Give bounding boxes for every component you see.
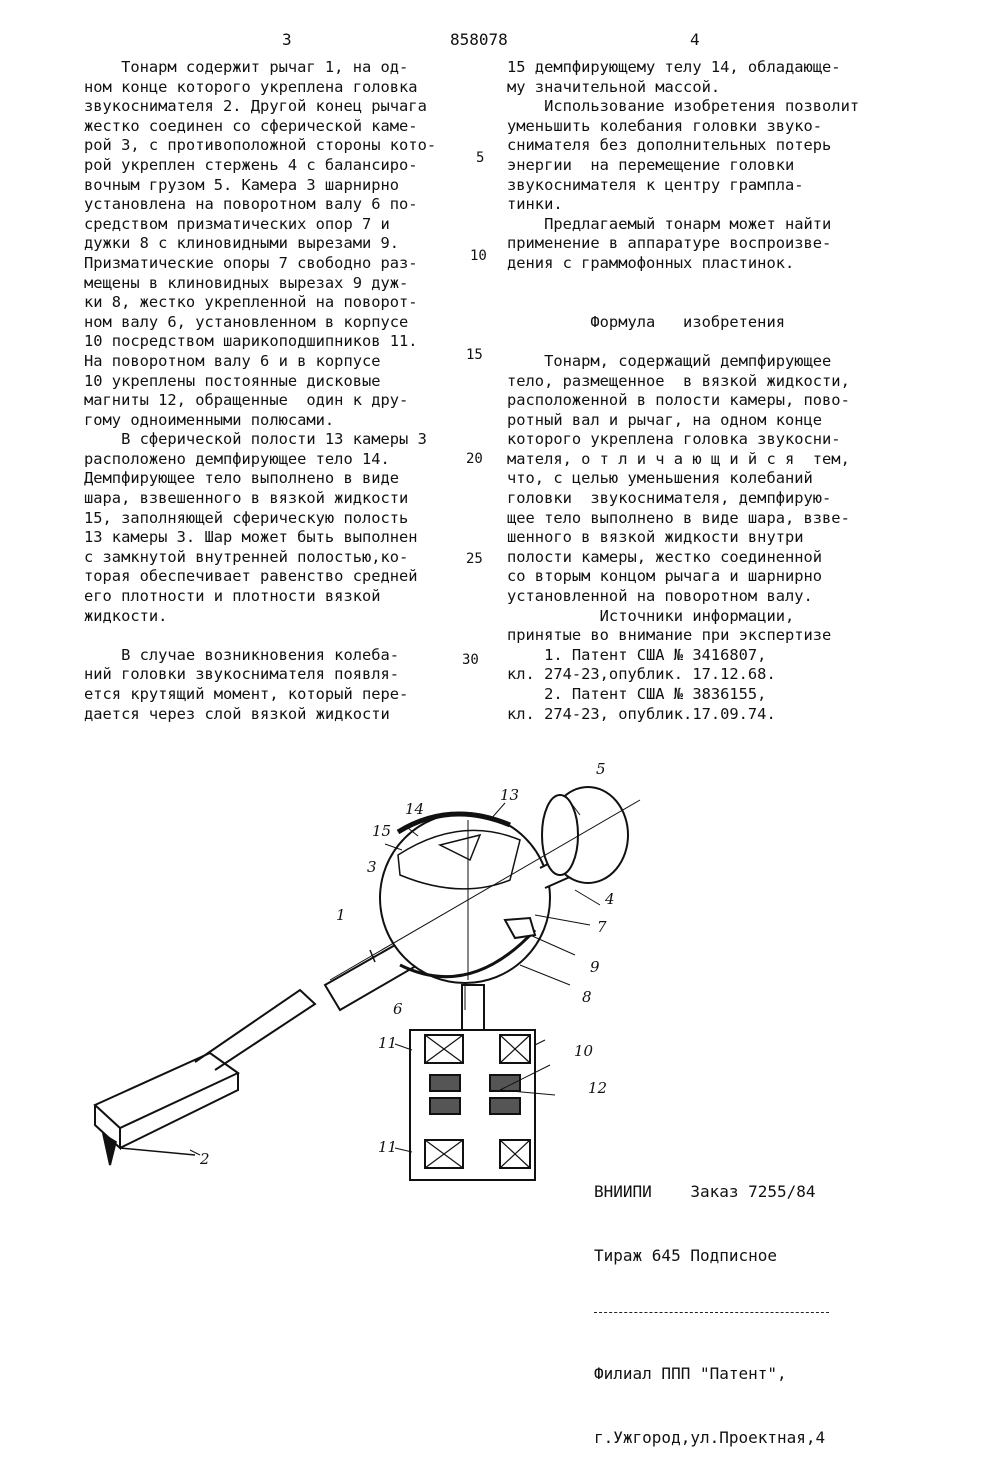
fig-label-1: 1 [336, 906, 346, 924]
text-line: Формула изобретения [507, 312, 785, 331]
line-number-5: 5 [476, 150, 485, 166]
text-line [507, 332, 859, 352]
fig-label-6: 6 [393, 1000, 403, 1018]
line-number-25: 25 [466, 551, 483, 567]
text-line: уменьшить колебания головки звуко- [507, 116, 823, 135]
text-line: расположено демпфирующее тело 14. [84, 449, 390, 468]
text-line: которого укреплена головка звукосни- [507, 430, 841, 449]
footer-branch-line: Филиал ППП "Патент", [594, 1364, 787, 1384]
text-line: расположенной в полости камеры, пово- [507, 391, 850, 410]
text-line: вочным грузом 5. Камера 3 шарнирно [84, 175, 400, 194]
fig-label-7: 7 [597, 918, 607, 936]
text-line: 10 посредством шарикоподшипников 11. [84, 332, 418, 351]
fig-label-4: 4 [605, 890, 615, 908]
line-number-10: 10 [470, 248, 487, 264]
line-number-20: 20 [466, 451, 483, 467]
text-line: В случае возникновения колеба- [84, 645, 400, 664]
text-line: дужки 8 с клиновидными вырезами 9. [84, 234, 400, 253]
text-line: ротный вал и рычаг, на одном конце [507, 410, 823, 429]
text-line: ки 8, жестко укрепленной на поворот- [84, 293, 418, 312]
text-line: ется крутящий момент, который пере- [84, 685, 409, 703]
text-line: шара, взвешенного в вязкой жидкости [84, 489, 409, 508]
text-line: 1. Патент США № 3416807, [507, 645, 767, 664]
text-line: рой укреплен стержень 4 с балансиро- [84, 155, 418, 174]
text-line: что, с целью уменьшения колебаний [507, 469, 813, 488]
fig-label-14: 14 [405, 800, 425, 818]
fig-label-5: 5 [596, 760, 606, 778]
page-number-right: 4 [690, 30, 700, 49]
publisher-footer [594, 1137, 829, 1468]
line-number-30: 30 [462, 652, 479, 668]
text-line: 15, заполняющей сферическую полость [84, 508, 409, 527]
text-line: му значительной массой. [507, 77, 721, 96]
text-line: установленной на поворотном валу. [507, 587, 813, 606]
text-line: Использование изобретения позволит [507, 97, 860, 116]
text-line: ном конце которого укреплена головка [84, 77, 418, 96]
text-line: головки звукоснимателя, демпфирую- [507, 489, 832, 508]
text-line: тело, размещенное в вязкой жидкости, [507, 371, 850, 390]
text-line: снимателя без дополнительных потерь [507, 136, 832, 155]
text-line: Тонарм, содержащий демпфирующее [507, 351, 832, 370]
text-line: тинки. [507, 195, 563, 214]
line-number-15: 15 [466, 347, 483, 363]
footer-order-line: ВНИИПИ Заказ 7255/84 [594, 1182, 816, 1201]
text-line: энергии на перемещение головки [507, 155, 795, 174]
text-line: Тонарм содержит рычаг 1, на од- [84, 58, 409, 76]
text-line: Демпфирующее тело выполнено в виде [84, 469, 400, 488]
text-line [84, 626, 436, 646]
text-line: рой 3, с противоположной стороны кото- [84, 136, 437, 155]
text-line: 15 демпфирующему телу 14, обладающе- [507, 58, 841, 76]
tonearm-figure [0, 760, 1000, 1190]
fig-label-3: 3 [367, 858, 377, 876]
text-line: жестко соединен со сферической каме- [84, 116, 418, 135]
text-line: звукоснимателя 2. Другой конец рычага [84, 97, 427, 116]
fig-label-12: 12 [588, 1079, 608, 1097]
text-line: кл. 274-23,опублик. 17.12.68. [507, 665, 776, 684]
text-line: На поворотном валу 6 и в корпусе [84, 351, 381, 370]
text-line: Предлагаемый тонарм может найти [507, 214, 832, 233]
text-line: 2. Патент США № 3836155, [507, 685, 767, 703]
text-line: полости камеры, жестко соединенной [507, 547, 823, 566]
text-line: гому одноименными полюсами. [84, 410, 335, 429]
right-text-column [507, 58, 859, 724]
text-line: мещены в клиновидных вырезах 9 дуж- [84, 273, 409, 292]
fig-label-15: 15 [372, 822, 392, 840]
text-line [507, 274, 859, 294]
text-line: с замкнутой внутренней полостью,ко- [84, 547, 409, 566]
text-line: 13 камеры 3. Шар может быть выполнен [84, 528, 418, 547]
text-line: магниты 12, обращенные один к дру- [84, 391, 409, 410]
text-line [507, 293, 859, 313]
page-number-left: 3 [282, 30, 292, 49]
text-line: применение в аппаратуре воспроизве- [507, 234, 832, 253]
text-line: средством призматических опор 7 и [84, 214, 390, 233]
fig-label-8: 8 [582, 988, 592, 1006]
fig-label-2: 2 [200, 1150, 210, 1168]
text-line: установлена на поворотном валу 6 по- [84, 195, 418, 214]
left-text-column [84, 58, 436, 724]
text-line: ном валу 6, установленном в корпусе [84, 312, 409, 331]
text-line: дается через слой вязкой жидкости [84, 704, 390, 723]
footer-circulation-line: Тираж 645 Подписное [594, 1245, 778, 1265]
footer-address-line: г.Ужгород,ул.Проектная,4 [594, 1427, 826, 1447]
text-line: щее тело выполнено в виде шара, взве- [507, 508, 850, 527]
text-line: 10 укреплены постоянные дисковые [84, 371, 381, 390]
fig-label-11b: 11 [378, 1138, 398, 1156]
text-line: ний головки звукоснимателя появля- [84, 665, 400, 684]
text-line: В сферической полости 13 камеры 3 [84, 430, 427, 449]
text-line: жидкости. [84, 606, 168, 625]
text-line: мателя, о т л и ч а ю щ и й с я тем, [507, 449, 850, 468]
fig-label-13: 13 [500, 786, 520, 804]
text-line: торая обеспечивает равенство средней [84, 567, 418, 586]
text-line: кл. 274-23, опублик.17.09.74. [507, 704, 776, 723]
text-line: его плотности и плотности вязкой [84, 587, 381, 606]
text-line: Призматические опоры 7 свободно раз- [84, 253, 418, 272]
patent-number: 858078 [450, 30, 508, 49]
fig-label-9: 9 [590, 958, 600, 976]
fig-label-10: 10 [574, 1042, 594, 1060]
text-line: дения с граммофонных пластинок. [507, 253, 795, 272]
fig-label-11a: 11 [378, 1034, 398, 1052]
text-line: звукоснимателя к центру грампла- [507, 175, 804, 194]
text-line: принятые во внимание при экспертизе [507, 626, 832, 645]
footer-rule [594, 1312, 829, 1313]
text-line: Источники информации, [507, 606, 795, 625]
text-line: со вторым концом рычага и шарнирно [507, 567, 823, 586]
text-line: шенного в вязкой жидкости внутри [507, 528, 804, 547]
